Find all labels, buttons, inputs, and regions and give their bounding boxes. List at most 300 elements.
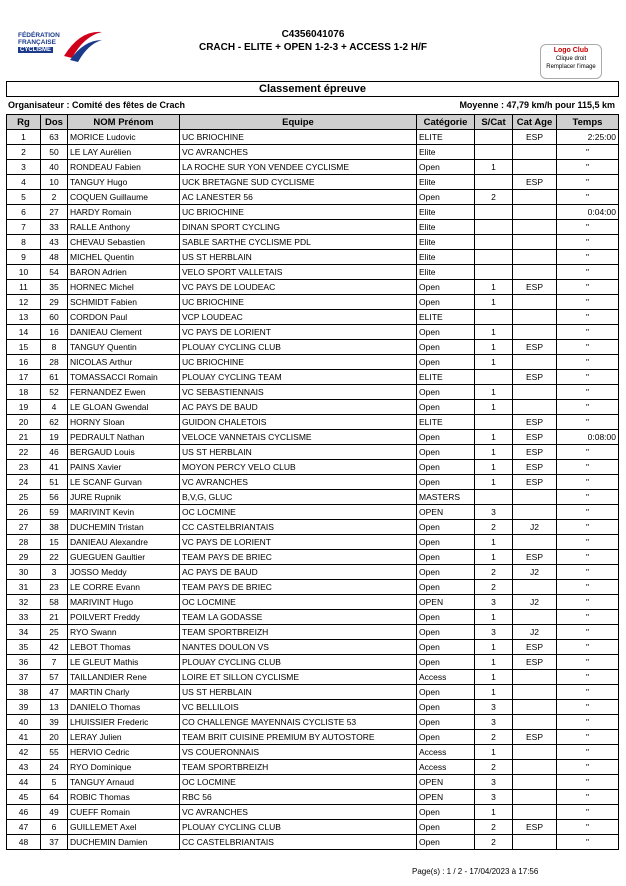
cell-bib: 62 xyxy=(41,415,68,430)
cell-rank: 24 xyxy=(7,475,41,490)
cell-name: MICHEL Quentin xyxy=(68,250,180,265)
cell-team: US ST HERBLAIN xyxy=(180,445,417,460)
cell-age-category xyxy=(513,745,557,760)
cell-team: VC AVRANCHES xyxy=(180,805,417,820)
cell-team: VCP LOUDEAC xyxy=(180,310,417,325)
cell-age-category: ESP xyxy=(513,460,557,475)
cell-rank: 7 xyxy=(7,220,41,235)
table-row xyxy=(7,295,619,310)
cell-rank: 37 xyxy=(7,670,41,685)
cell-subcategory xyxy=(475,370,513,385)
cell-subcategory: 1 xyxy=(475,610,513,625)
table-row xyxy=(7,355,619,370)
cell-team: DINAN SPORT CYCLING xyxy=(180,220,417,235)
cell-bib: 15 xyxy=(41,535,68,550)
cell-team: TEAM PAYS DE BRIEC xyxy=(180,550,417,565)
cell-category: Elite xyxy=(417,175,475,190)
cell-bib: 64 xyxy=(41,790,68,805)
table-row xyxy=(7,745,619,760)
cell-team: VC PAYS DE LORIENT xyxy=(180,535,417,550)
cell-bib: 35 xyxy=(41,280,68,295)
cell-time: " xyxy=(557,730,619,745)
cell-bib: 58 xyxy=(41,595,68,610)
cell-team: AC PAYS DE BAUD xyxy=(180,565,417,580)
cell-team: VC PAYS DE LORIENT xyxy=(180,325,417,340)
table-row xyxy=(7,595,619,610)
cell-team: VC PAYS DE LOUDEAC xyxy=(180,280,417,295)
cell-category: Open xyxy=(417,460,475,475)
cell-age-category: ESP xyxy=(513,370,557,385)
cell-age-category xyxy=(513,235,557,250)
cell-time: " xyxy=(557,310,619,325)
cell-bib: 41 xyxy=(41,460,68,475)
cell-bib: 10 xyxy=(41,175,68,190)
cell-category: Open xyxy=(417,685,475,700)
cell-age-category xyxy=(513,400,557,415)
table-row xyxy=(7,370,619,385)
cell-age-category xyxy=(513,535,557,550)
cell-age-category xyxy=(513,325,557,340)
cell-team: PLOUAY CYCLING CLUB xyxy=(180,655,417,670)
cell-category: Open xyxy=(417,400,475,415)
table-row xyxy=(7,685,619,700)
cell-bib: 52 xyxy=(41,385,68,400)
cell-subcategory: 2 xyxy=(475,565,513,580)
table-row xyxy=(7,835,619,850)
cell-time: " xyxy=(557,610,619,625)
table-row xyxy=(7,565,619,580)
cell-time: " xyxy=(557,400,619,415)
cell-time: 0:04:00 xyxy=(557,205,619,220)
cell-age-category: ESP xyxy=(513,655,557,670)
cell-name: RONDEAU Fabien xyxy=(68,160,180,175)
cell-team: US ST HERBLAIN xyxy=(180,250,417,265)
cell-time: " xyxy=(557,685,619,700)
cell-subcategory: 1 xyxy=(475,475,513,490)
cell-category: ELITE xyxy=(417,310,475,325)
cell-age-category: ESP xyxy=(513,415,557,430)
cell-rank: 41 xyxy=(7,730,41,745)
cell-team: OC LOCMINE xyxy=(180,505,417,520)
cell-category: Open xyxy=(417,160,475,175)
cell-time: " xyxy=(557,340,619,355)
cell-name: LE SCANF Gurvan xyxy=(68,475,180,490)
logo-line-3: CYCLISME xyxy=(20,47,52,53)
table-row xyxy=(7,820,619,835)
cell-time: " xyxy=(557,265,619,280)
cell-category: Elite xyxy=(417,250,475,265)
cell-category: Open xyxy=(417,655,475,670)
cell-time: " xyxy=(557,445,619,460)
cell-subcategory: 1 xyxy=(475,655,513,670)
cell-bib: 49 xyxy=(41,805,68,820)
cell-team: AC PAYS DE BAUD xyxy=(180,400,417,415)
club-logo-placeholder[interactable] xyxy=(540,44,602,79)
cell-bib: 13 xyxy=(41,700,68,715)
cell-bib: 43 xyxy=(41,235,68,250)
table-row xyxy=(7,625,619,640)
table-row xyxy=(7,265,619,280)
cell-team: UC BRIOCHINE xyxy=(180,205,417,220)
cell-rank: 27 xyxy=(7,520,41,535)
cell-category: Open xyxy=(417,565,475,580)
cell-age-category: J2 xyxy=(513,595,557,610)
cell-name: LERAY Julien xyxy=(68,730,180,745)
cell-age-category xyxy=(513,835,557,850)
cell-age-category xyxy=(513,670,557,685)
cell-bib: 24 xyxy=(41,760,68,775)
cell-subcategory: 1 xyxy=(475,550,513,565)
cell-name: LEBOT Thomas xyxy=(68,640,180,655)
organisateur: Organisateur : Comité des fêtes de Crach xyxy=(8,100,186,110)
cell-category: Elite xyxy=(417,205,475,220)
cell-subcategory: 3 xyxy=(475,790,513,805)
cell-rank: 8 xyxy=(7,235,41,250)
cell-rank: 15 xyxy=(7,340,41,355)
cell-time: " xyxy=(557,190,619,205)
cell-subcategory: 1 xyxy=(475,430,513,445)
cell-bib: 46 xyxy=(41,445,68,460)
cell-subcategory: 1 xyxy=(475,670,513,685)
cell-category: Open xyxy=(417,640,475,655)
club-logo-title: Logo Club xyxy=(553,47,589,54)
cell-bib: 28 xyxy=(41,355,68,370)
cell-subcategory: 3 xyxy=(475,595,513,610)
cell-name: POILVERT Freddy xyxy=(68,610,180,625)
cell-bib: 22 xyxy=(41,550,68,565)
cell-team: CO CHALLENGE MAYENNAIS CYCLISTE 53 xyxy=(180,715,417,730)
cell-rank: 36 xyxy=(7,655,41,670)
cell-subcategory xyxy=(475,220,513,235)
cell-name: LE GLEUT Mathis xyxy=(68,655,180,670)
cell-rank: 6 xyxy=(7,205,41,220)
cell-name: MARIVINT Kevin xyxy=(68,505,180,520)
table-row xyxy=(7,175,619,190)
cell-team: VELO SPORT VALLETAIS xyxy=(180,265,417,280)
cell-name: JOSSO Meddy xyxy=(68,565,180,580)
cell-name: COQUEN Guillaume xyxy=(68,190,180,205)
cell-category: Open xyxy=(417,475,475,490)
cell-subcategory: 2 xyxy=(475,520,513,535)
cell-rank: 43 xyxy=(7,760,41,775)
cell-team: PLOUAY CYCLING CLUB xyxy=(180,820,417,835)
cell-subcategory xyxy=(475,250,513,265)
cell-name: BERGAUD Louis xyxy=(68,445,180,460)
table-row xyxy=(7,205,619,220)
cell-subcategory: 1 xyxy=(475,325,513,340)
cell-category: Elite xyxy=(417,265,475,280)
cell-bib: 51 xyxy=(41,475,68,490)
cell-category: Elite xyxy=(417,220,475,235)
cell-subcategory: 1 xyxy=(475,385,513,400)
cell-bib: 40 xyxy=(41,160,68,175)
cell-age-category xyxy=(513,505,557,520)
results-table xyxy=(6,114,619,850)
column-header-category: Catégorie xyxy=(417,115,475,130)
cell-age-category: ESP xyxy=(513,820,557,835)
column-header-subcategory: S/Cat xyxy=(475,115,513,130)
cell-team: VC AVRANCHES xyxy=(180,145,417,160)
cell-age-category xyxy=(513,790,557,805)
cell-category: Open xyxy=(417,580,475,595)
cell-rank: 23 xyxy=(7,460,41,475)
cell-time: " xyxy=(557,655,619,670)
cell-subcategory: 1 xyxy=(475,805,513,820)
table-row xyxy=(7,340,619,355)
cell-rank: 5 xyxy=(7,190,41,205)
cell-age-category xyxy=(513,295,557,310)
logo-line-1: FÉDÉRATION xyxy=(18,32,60,39)
cell-rank: 29 xyxy=(7,550,41,565)
cell-name: DUCHEMIN Tristan xyxy=(68,520,180,535)
cell-name: HARDY Romain xyxy=(68,205,180,220)
page-footer: Page(s) : 1 / 2 - 17/04/2023 à 17:56 xyxy=(412,867,539,876)
table-row xyxy=(7,640,619,655)
cell-team: VC BELLILOIS xyxy=(180,700,417,715)
cell-category: Open xyxy=(417,325,475,340)
cell-category: Elite xyxy=(417,145,475,160)
cell-age-category xyxy=(513,715,557,730)
cell-subcategory: 2 xyxy=(475,760,513,775)
cell-name: ROBIC Thomas xyxy=(68,790,180,805)
cell-time: " xyxy=(557,550,619,565)
cell-rank: 19 xyxy=(7,400,41,415)
cell-age-category: ESP xyxy=(513,430,557,445)
cell-bib: 2 xyxy=(41,190,68,205)
cell-rank: 45 xyxy=(7,790,41,805)
cell-rank: 13 xyxy=(7,310,41,325)
cell-bib: 33 xyxy=(41,220,68,235)
cell-team: UC BRIOCHINE xyxy=(180,355,417,370)
cell-age-category: ESP xyxy=(513,280,557,295)
cell-age-category: ESP xyxy=(513,550,557,565)
cell-name: CORDON Paul xyxy=(68,310,180,325)
table-row xyxy=(7,310,619,325)
table-row xyxy=(7,235,619,250)
cell-category: Open xyxy=(417,445,475,460)
cell-category: OPEN xyxy=(417,505,475,520)
cell-name: SCHMIDT Fabien xyxy=(68,295,180,310)
cell-category: MASTERS xyxy=(417,490,475,505)
cell-team: TEAM SPORTBREIZH xyxy=(180,760,417,775)
cell-age-category xyxy=(513,610,557,625)
cell-team: SABLE SARTHE CYCLISME PDL xyxy=(180,235,417,250)
cell-rank: 48 xyxy=(7,835,41,850)
cell-age-category xyxy=(513,580,557,595)
cell-name: NICOLAS Arthur xyxy=(68,355,180,370)
cell-team: TEAM SPORTBREIZH xyxy=(180,625,417,640)
cell-category: Open xyxy=(417,190,475,205)
cell-subcategory: 1 xyxy=(475,685,513,700)
cell-age-category xyxy=(513,160,557,175)
cell-category: OPEN xyxy=(417,775,475,790)
cell-subcategory: 1 xyxy=(475,340,513,355)
cell-name: DANIELO Thomas xyxy=(68,700,180,715)
cell-age-category xyxy=(513,385,557,400)
cell-rank: 11 xyxy=(7,280,41,295)
cell-rank: 34 xyxy=(7,625,41,640)
cell-team: TEAM PAYS DE BRIEC xyxy=(180,580,417,595)
cell-team: UC BRIOCHINE xyxy=(180,295,417,310)
cell-category: Open xyxy=(417,550,475,565)
cell-age-category: J2 xyxy=(513,625,557,640)
cell-name: TANGUY Arnaud xyxy=(68,775,180,790)
cell-time: " xyxy=(557,535,619,550)
cell-name: GUILLEMET Axel xyxy=(68,820,180,835)
table-row xyxy=(7,160,619,175)
cell-name: LHUISSIER Frederic xyxy=(68,715,180,730)
cell-subcategory: 1 xyxy=(475,355,513,370)
table-row xyxy=(7,145,619,160)
cell-name: GUEGUEN Gaultier xyxy=(68,550,180,565)
table-row xyxy=(7,490,619,505)
cell-name: TAILLANDIER Rene xyxy=(68,670,180,685)
cell-category: Open xyxy=(417,625,475,640)
cell-category: Open xyxy=(417,355,475,370)
cell-team: UC BRIOCHINE xyxy=(180,130,417,145)
cell-bib: 55 xyxy=(41,745,68,760)
cell-age-category xyxy=(513,760,557,775)
cell-bib: 38 xyxy=(41,520,68,535)
cell-bib: 61 xyxy=(41,370,68,385)
cell-category: ELITE xyxy=(417,370,475,385)
cell-name: RALLE Anthony xyxy=(68,220,180,235)
cell-bib: 56 xyxy=(41,490,68,505)
cell-team: B,V,G, GLUC xyxy=(180,490,417,505)
table-row xyxy=(7,550,619,565)
table-row xyxy=(7,190,619,205)
table-row xyxy=(7,385,619,400)
cell-subcategory: 2 xyxy=(475,190,513,205)
cell-name: PAINS Xavier xyxy=(68,460,180,475)
race-code: C4356041076 xyxy=(281,29,345,40)
table-row xyxy=(7,775,619,790)
table-row xyxy=(7,430,619,445)
cell-time: " xyxy=(557,715,619,730)
table-row xyxy=(7,730,619,745)
cell-name: JURE Rupnik xyxy=(68,490,180,505)
cell-rank: 47 xyxy=(7,820,41,835)
cell-team: NANTES DOULON VS xyxy=(180,640,417,655)
cell-rank: 42 xyxy=(7,745,41,760)
cell-team: CC CASTELBRIANTAIS xyxy=(180,835,417,850)
column-header-age-category: Cat Age xyxy=(513,115,557,130)
cell-age-category xyxy=(513,775,557,790)
cell-age-category xyxy=(513,250,557,265)
table-row xyxy=(7,325,619,340)
cell-rank: 14 xyxy=(7,325,41,340)
column-header-rank: Rg xyxy=(7,115,41,130)
cell-subcategory: 1 xyxy=(475,295,513,310)
cell-name: MORICE Ludovic xyxy=(68,130,180,145)
cell-bib: 7 xyxy=(41,655,68,670)
cell-rank: 46 xyxy=(7,805,41,820)
table-row xyxy=(7,460,619,475)
cell-bib: 27 xyxy=(41,205,68,220)
cell-time: " xyxy=(557,595,619,610)
cell-time: " xyxy=(557,355,619,370)
table-row xyxy=(7,670,619,685)
cell-bib: 20 xyxy=(41,730,68,745)
cell-age-category xyxy=(513,220,557,235)
cell-rank: 4 xyxy=(7,175,41,190)
cell-time: " xyxy=(557,700,619,715)
cell-name: CHEVAU Sebastien xyxy=(68,235,180,250)
cell-category: Access xyxy=(417,745,475,760)
cell-team: LA ROCHE SUR YON VENDEE CYCLISME xyxy=(180,160,417,175)
cell-bib: 42 xyxy=(41,640,68,655)
cell-team: VS COUERONNAIS xyxy=(180,745,417,760)
cell-name: LE LAY Aurélien xyxy=(68,145,180,160)
cell-category: Elite xyxy=(417,235,475,250)
cell-subcategory xyxy=(475,145,513,160)
cell-category: Open xyxy=(417,535,475,550)
cell-time: " xyxy=(557,460,619,475)
table-row xyxy=(7,700,619,715)
cell-rank: 18 xyxy=(7,385,41,400)
cell-rank: 35 xyxy=(7,640,41,655)
cell-team: US ST HERBLAIN xyxy=(180,685,417,700)
cell-category: Open xyxy=(417,700,475,715)
cell-rank: 28 xyxy=(7,535,41,550)
table-row xyxy=(7,580,619,595)
cell-category: ELITE xyxy=(417,415,475,430)
cell-category: Open xyxy=(417,520,475,535)
cell-rank: 40 xyxy=(7,715,41,730)
club-logo-line2: Remplacer l'image xyxy=(546,64,596,70)
cell-rank: 30 xyxy=(7,565,41,580)
cell-subcategory xyxy=(475,310,513,325)
table-row xyxy=(7,805,619,820)
cell-time: " xyxy=(557,745,619,760)
cell-time: " xyxy=(557,790,619,805)
race-title: CRACH - ELITE + OPEN 1-2-3 + ACCESS 1-2 H/F xyxy=(198,42,427,53)
cell-rank: 2 xyxy=(7,145,41,160)
cell-subcategory: 1 xyxy=(475,280,513,295)
table-row xyxy=(7,790,619,805)
cell-rank: 44 xyxy=(7,775,41,790)
cell-age-category xyxy=(513,145,557,160)
cell-rank: 39 xyxy=(7,700,41,715)
cell-name: TANGUY Quentin xyxy=(68,340,180,355)
logo-line-2: FRANÇAISE xyxy=(18,39,56,46)
cell-age-category: ESP xyxy=(513,175,557,190)
cell-team: PLOUAY CYCLING TEAM xyxy=(180,370,417,385)
table-row xyxy=(7,280,619,295)
cell-rank: 1 xyxy=(7,130,41,145)
cell-age-category: ESP xyxy=(513,445,557,460)
cell-age-category: ESP xyxy=(513,340,557,355)
cell-category: Open xyxy=(417,340,475,355)
cell-age-category xyxy=(513,190,557,205)
cell-subcategory: 1 xyxy=(475,640,513,655)
cell-category: OPEN xyxy=(417,790,475,805)
cell-age-category xyxy=(513,490,557,505)
column-header-name: NOM Prénom xyxy=(68,115,180,130)
cell-bib: 19 xyxy=(41,430,68,445)
table-row xyxy=(7,535,619,550)
cell-category: ELITE xyxy=(417,130,475,145)
cell-rank: 22 xyxy=(7,445,41,460)
cell-subcategory xyxy=(475,205,513,220)
cell-name: BARON Adrien xyxy=(68,265,180,280)
cell-team: UCK BRETAGNE SUD CYCLISME xyxy=(180,175,417,190)
cell-name: LE CORRE Evann xyxy=(68,580,180,595)
table-row xyxy=(7,415,619,430)
cell-name: HORNY Sloan xyxy=(68,415,180,430)
cell-time: " xyxy=(557,220,619,235)
table-row xyxy=(7,130,619,145)
